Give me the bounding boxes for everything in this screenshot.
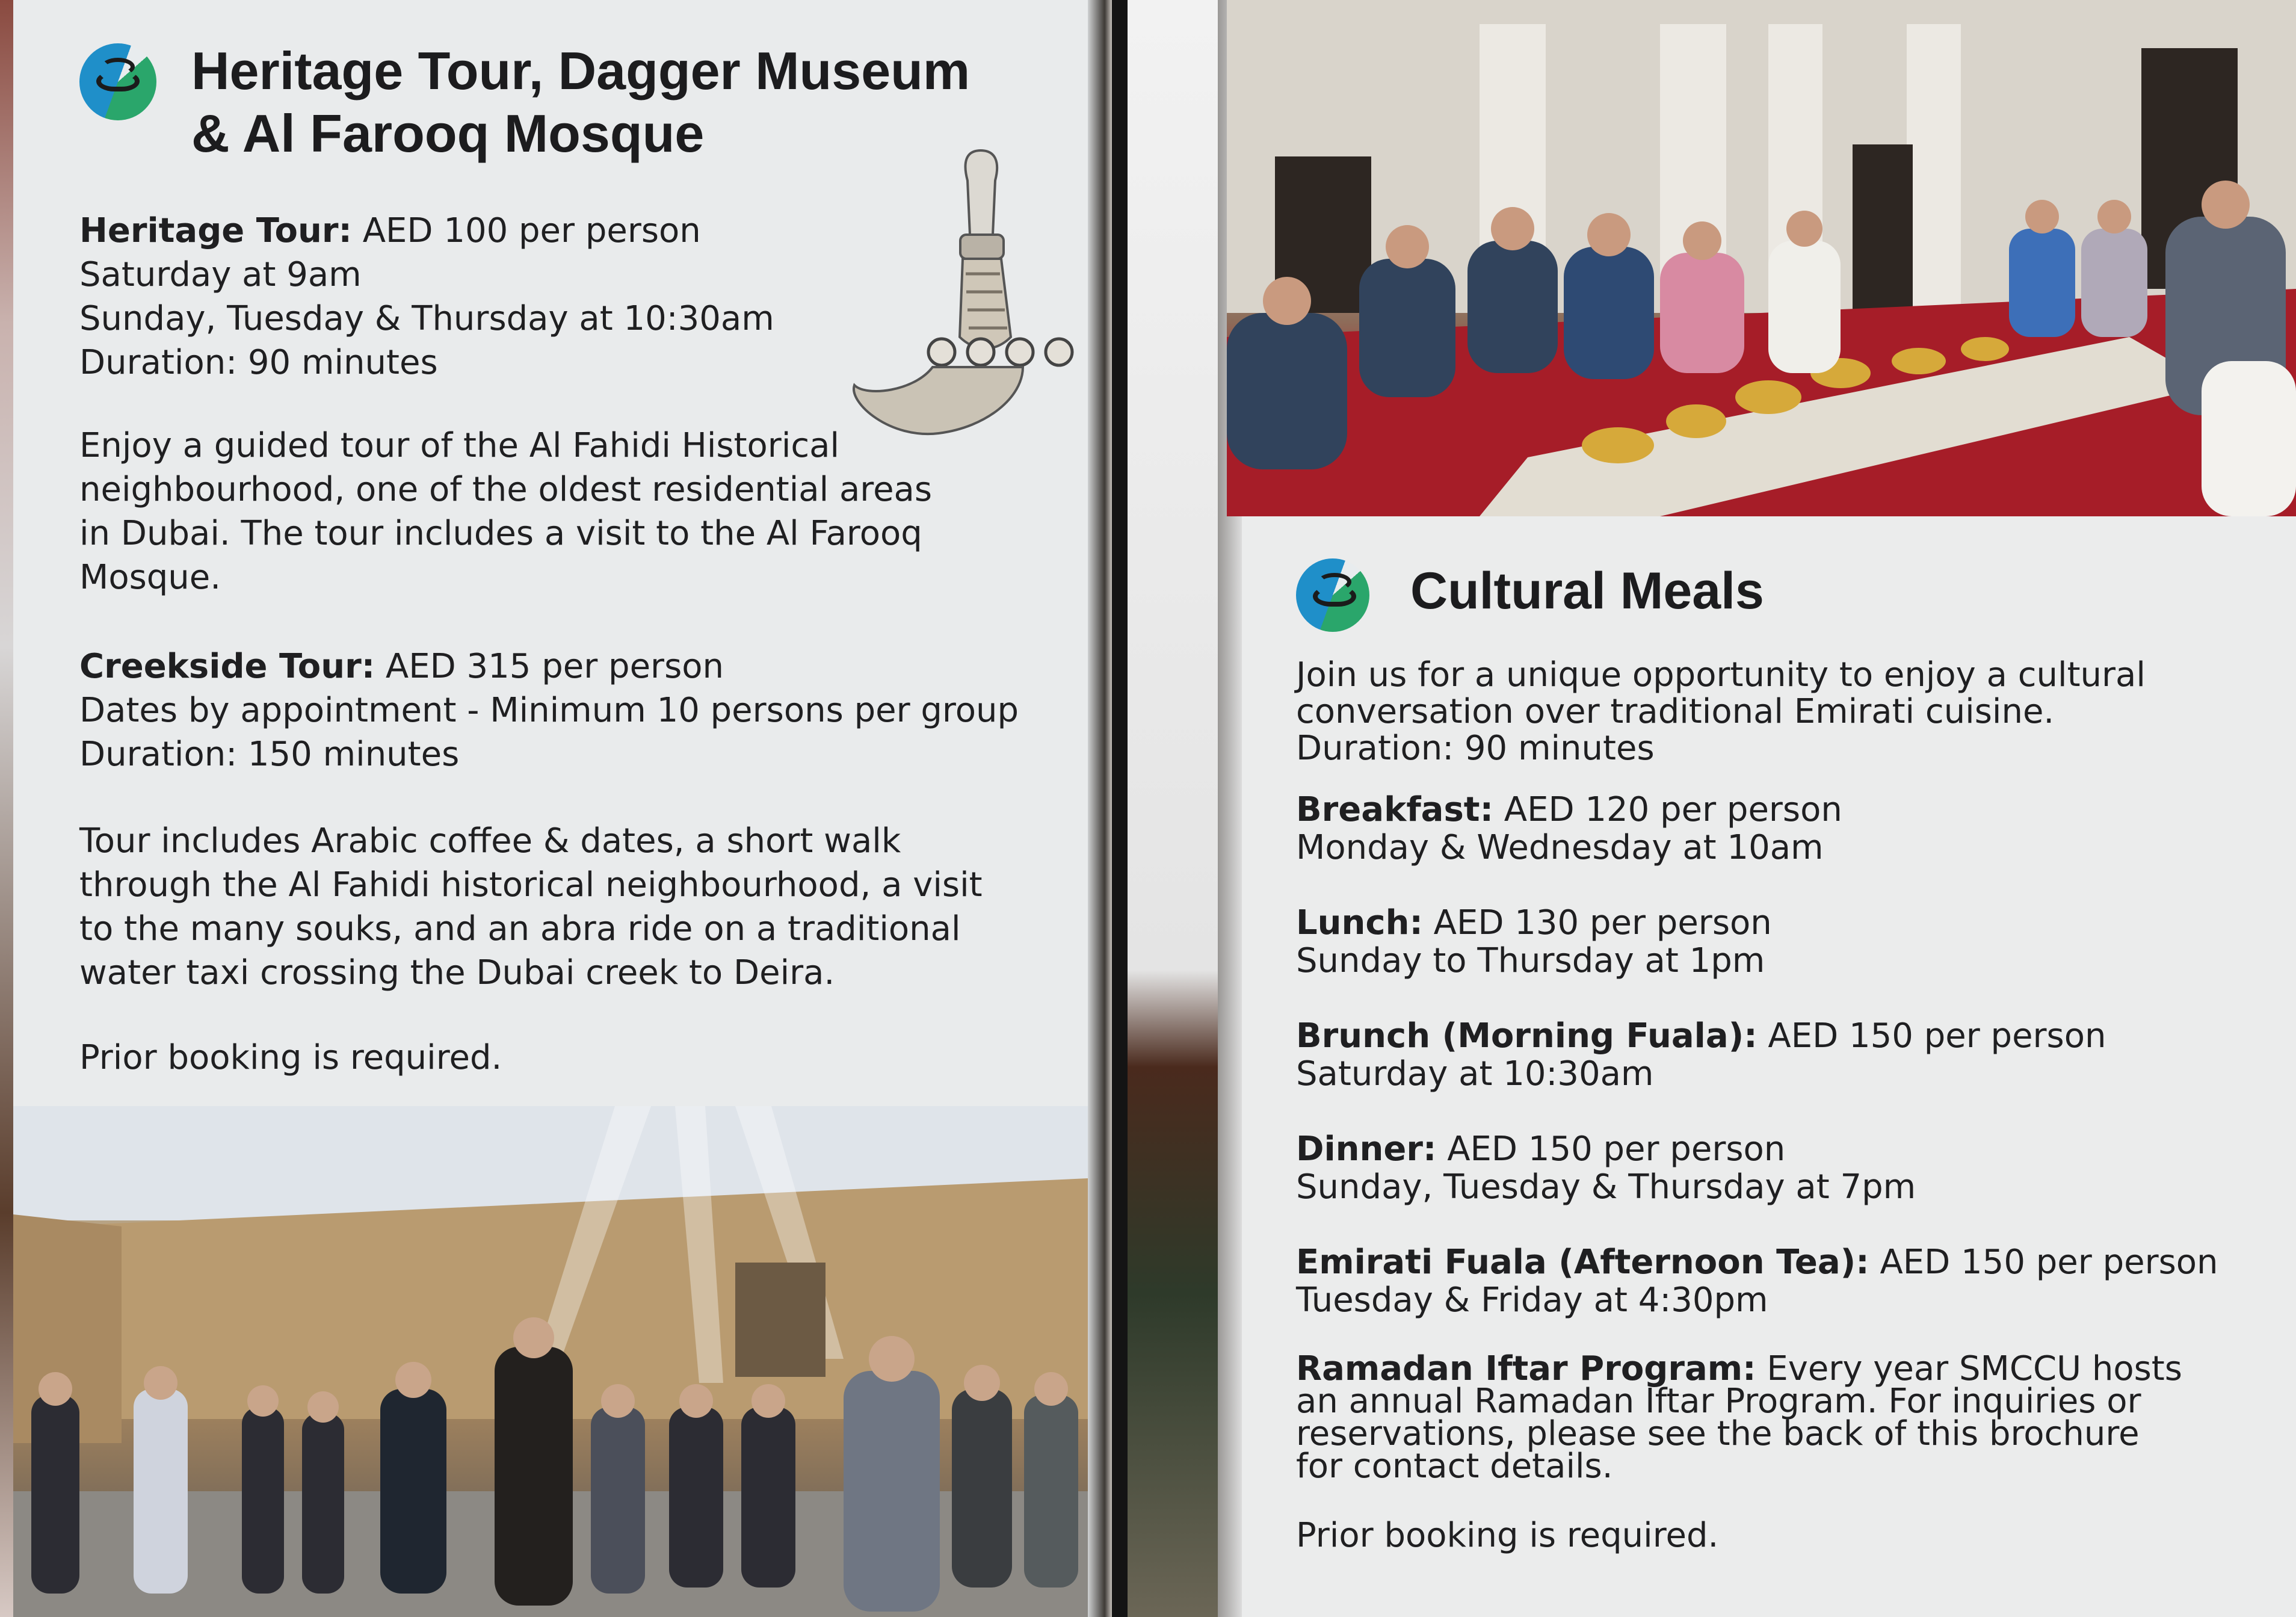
brunch-schedule: Saturday at 10:30am — [1296, 1054, 1654, 1093]
dinner-schedule: Sunday, Tuesday & Thursday at 7pm — [1296, 1167, 1916, 1207]
brunch-label: Brunch (Morning Fuala): — [1296, 1016, 1757, 1056]
lunch-label: Lunch: — [1296, 903, 1423, 942]
smccu-logo-icon — [79, 43, 156, 120]
creekside-desc-line4: water taxi crossing the Dubai creek to Deira. — [79, 953, 835, 992]
afternoon-tea-label: Emirati Fuala (Afternoon Tea): — [1296, 1243, 1869, 1282]
creekside-tour-duration: Duration: 150 minutes — [79, 735, 460, 774]
breakfast-price: AED 120 per person — [1493, 790, 1842, 829]
creekside-tour-dates: Dates by appointment - Minimum 10 persons per group — [79, 691, 1019, 730]
cultural-meals-title: Cultural Meals — [1410, 562, 1764, 620]
left-page-fold — [1088, 0, 1112, 1617]
breakfast-schedule: Monday & Wednesday at 10am — [1296, 828, 1824, 867]
heritage-desc-line2: neighbourhood, one of the oldest residential areas — [79, 470, 933, 509]
heritage-tour-saturday: Saturday at 9am — [79, 255, 362, 294]
right-booking-note: Prior booking is required. — [1296, 1516, 1719, 1555]
creekside-tour-label: Creekside Tour: — [79, 647, 375, 686]
left-booking-note: Prior booking is required. — [79, 1038, 502, 1077]
left-brochure-page — [0, 0, 1112, 1617]
dinner-price: AED 150 per person — [1436, 1130, 1786, 1169]
heritage-title-line2: & Al Farooq Mosque — [191, 104, 705, 163]
brunch-price: AED 150 per person — [1757, 1016, 2106, 1056]
ramadan-label: Ramadan Iftar Program: — [1296, 1349, 1756, 1388]
khanjar-dagger-icon — [842, 138, 1095, 451]
breakfast-label: Breakfast: — [1296, 790, 1493, 829]
afternoon-tea-schedule: Tuesday & Friday at 4:30pm — [1296, 1281, 1768, 1320]
cultural-intro-line1: Join us for a unique opportunity to enjoy a cultural — [1296, 655, 2146, 694]
ramadan-line3: reservations, please see the back of this brochure — [1296, 1414, 2140, 1453]
heritage-tour-label: Heritage Tour: — [79, 211, 352, 250]
creekside-desc-line3: to the many souks, and an abra ride on a traditional — [79, 909, 961, 948]
creekside-tour-price: AED 315 per person — [375, 647, 724, 686]
heritage-tour-price-line — [79, 209, 701, 253]
ramadan-text-1: Every year SMCCU hosts — [1756, 1349, 2182, 1388]
heritage-tour-photo — [13, 1106, 1088, 1617]
heritage-tour-weekdays: Sunday, Tuesday & Thursday at 10:30am — [79, 299, 774, 338]
creekside-desc-line2: through the Al Fahidi historical neighbourhood, a visit — [79, 865, 983, 904]
right-page-edge — [1128, 0, 1227, 1617]
smccu-logo-icon — [1296, 558, 1369, 632]
ramadan-line2: an annual Ramadan Iftar Program. For inquiries or — [1296, 1382, 2141, 1421]
afternoon-tea-price: AED 150 per person — [1869, 1243, 2218, 1282]
left-page-edge — [0, 0, 13, 1617]
heritage-title-line1: Heritage Tour, Dagger Museum — [191, 41, 971, 100]
heritage-desc-line4: Mosque. — [79, 558, 221, 597]
lunch-schedule: Sunday to Thursday at 1pm — [1296, 941, 1765, 980]
dinner-label: Dinner: — [1296, 1130, 1437, 1169]
heritage-tour-price: AED 100 per person — [351, 211, 701, 250]
ramadan-line4: for contact details. — [1296, 1447, 1613, 1486]
heritage-tour-duration: Duration: 90 minutes — [79, 343, 438, 382]
cultural-intro-line2: conversation over traditional Emirati cuisine. — [1296, 692, 2055, 731]
heritage-desc-line3: in Dubai. The tour includes a visit to the Al Farooq — [79, 514, 922, 553]
right-brochure-page — [1128, 0, 2296, 1617]
cultural-intro-duration: Duration: 90 minutes — [1296, 729, 1655, 768]
lunch-price: AED 130 per person — [1422, 903, 1772, 942]
creekside-tour-price-line — [79, 645, 724, 688]
cultural-meal-photo — [1227, 0, 2296, 516]
creekside-desc-line1: Tour includes Arabic coffee & dates, a short walk — [79, 821, 901, 861]
heritage-desc-line1: Enjoy a guided tour of the Al Fahidi Historical — [79, 426, 840, 465]
